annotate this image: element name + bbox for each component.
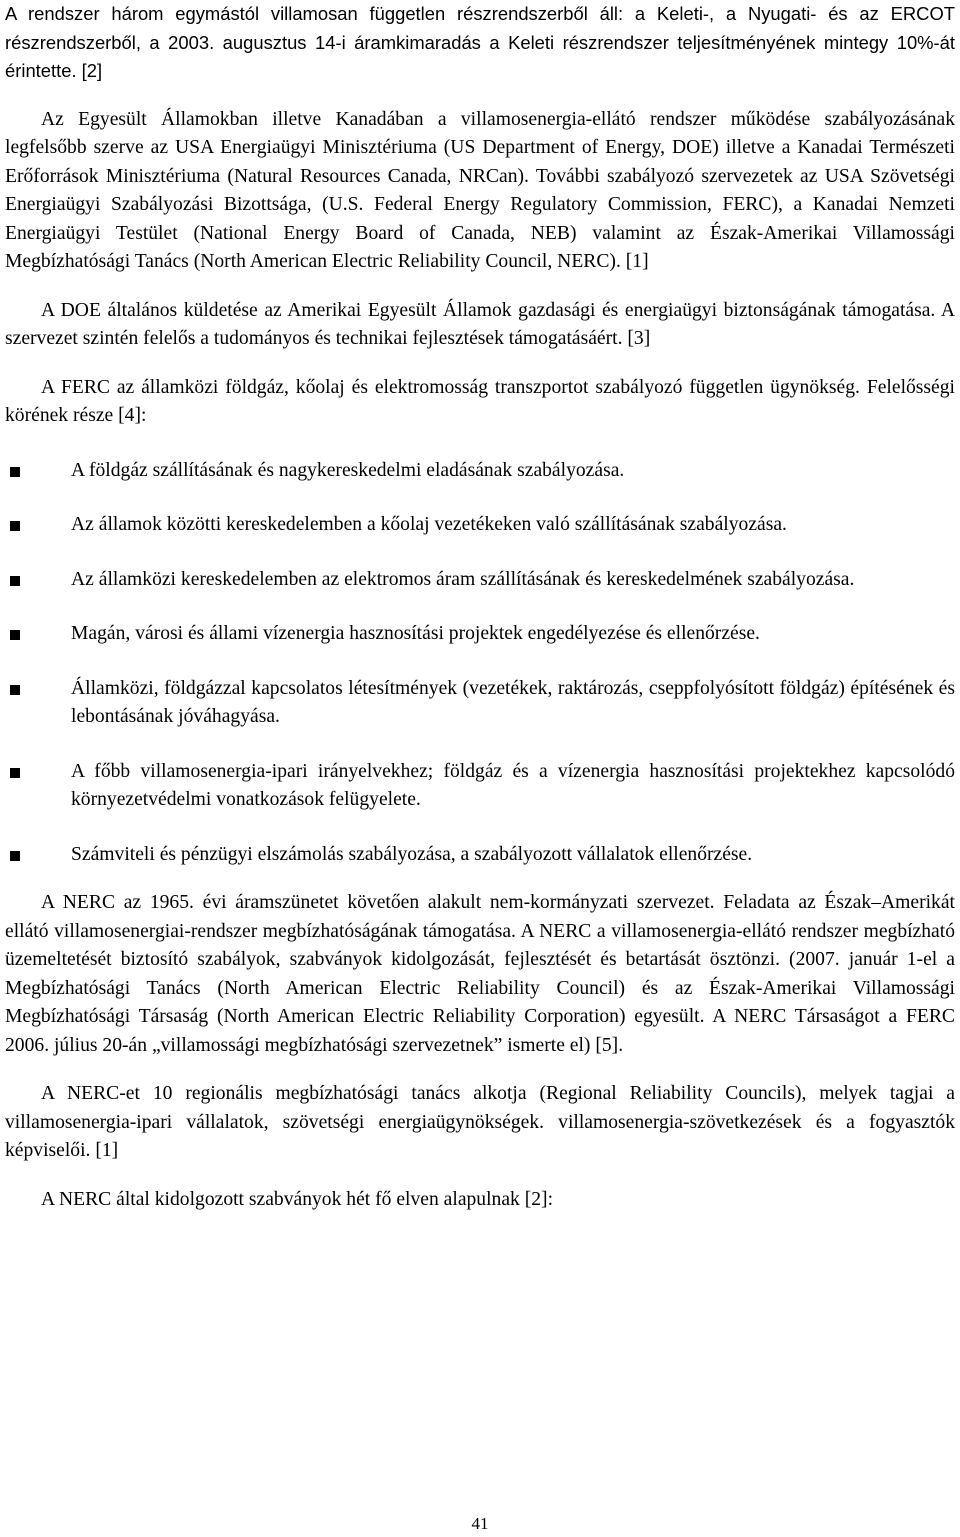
list-item-text: A főbb villamosenergia-ipari irányelvekhez; földgáz és a vízenergia hasznosítási projektekhez kapcsolódó környezetvédelmi vonatkozások felügyelete. [71,760,955,810]
list-item-text: Magán, városi és állami vízenergia hasznosítási projektek engedélyezése és ellenőrzése. [71,623,760,644]
square-bullet-icon [10,630,20,640]
list-item-text: Az államok közötti kereskedelemben a kőolaj vezetékeken való szállításának szabályozása. [71,514,787,535]
square-bullet-icon [10,521,20,531]
square-bullet-icon [10,576,20,586]
paragraph-nerc: A NERC az 1965. évi áramszünetet követően alakult nem-kormányzati szervezet. Feladata az Észak–Amerikát ellátó villamosenergiai-rendszer megbízhatóságának támogatása. A NERC a villamosenergia-ellátó rendszer megbízható üzemeltetését biztosító szabályok, szabványok kidolgozását, fejlesztését és betartását ösztönzi. (2007. január 1-el a Megbízhatósági Tanács (North American Electric Reliability Council) és az Észak-Amerikai Villamossági Megbízhatósági Társaság (North American Electric Reliability Corporation) egyesült. A NERC Társaságot a FERC 2006. július 20-án „villamossági megbízhatósági szervezetnek” ismerte el) [5]. [5,892,955,1056]
list-item [5,841,955,870]
square-bullet-icon [10,467,20,477]
list-item-text: Államközi, földgázzal kapcsolatos létesítmények (vezetékek, raktározás, cseppfolyósított földgáz) építésének és lebontásának jóváhagyása. [71,677,955,727]
paragraph-regulators: Az Egyesült Államokban illetve Kanadában a villamosenergia-ellátó rendszer működése szabályozásának legfelsőbb szerve az USA Energiaügyi Minisztériuma (US Department of Energy, DOE) illetve a Kanadai Természeti Erőforrások Minisztériuma (Natural Resources Canada, NRCan). További szabályozó szervezetek az USA Szövetségi Energiaügyi Szabályozási Bizottsága, (U.S. Federal Energy Regulatory Commission, FERC), a Kanadai Nemzeti Energiaügyi Testület (National Energy Board of Canada, NEB) valamint az Észak-Amerikai Villamossági Megbízhatósági Tanács (North American Electric Reliability Council, NERC). [1] [5,108,955,272]
list-item [5,620,955,649]
paragraph-nerc-principles: A NERC által kidolgozott szabványok hét fő elven alapulnak [2]: [41,1188,554,1210]
page-number: 41 [471,1514,489,1533]
list-item-text: Számviteli és pénzügyi elszámolás szabályozása, a szabályozott vállalatok ellenőrzése. [71,843,753,865]
square-bullet-icon [10,851,20,861]
list-item-text: A földgáz szállításának és nagykereskedelmi eladásának szabályozása. [71,459,625,481]
ferc-responsibility-list [5,457,955,870]
list-item [5,566,955,595]
list-item [5,511,955,540]
document-body [5,0,955,1214]
square-bullet-icon [10,768,20,778]
list-item-text: Az államközi kereskedelemben az elektromos áram szállításának és kereskedelmének szabályozása. [71,568,855,590]
paragraph-system-overview: A rendszer három egymástól villamosan független részrendszerből áll: a Keleti-, a Nyugati- és az ERCOT részrendszerből, a 2003. augusztus 14-i áramkimaradás a Keleti részrendszer teljesítményének mintegy 10%-át érintette. [2] [5,3,955,81]
square-bullet-icon [10,685,20,695]
paragraph-nerc-councils: A NERC-et 10 regionális megbízhatósági tanács alkotja (Regional Reliability Councils), melyek tagjai a villamosenergia-ipari vállalatok, szövetségi energiaügynökségek. villamosenergia-szövetkezések és a fogyasztók képviselői. [1] [5,1083,955,1161]
list-item [5,675,955,732]
list-item [5,457,955,486]
list-item [5,758,955,815]
paragraph-doe: A DOE általános küldetése az Amerikai Egyesült Államok gazdasági és energiaügyi biztonságának támogatása. A szervezet szintén felelős a tudományos és technikai fejlesztések támogatásáért. [3] [5,299,955,349]
paragraph-ferc: A FERC az államközi földgáz, kőolaj és elektromosság transzportot szabályozó független ügynökség. Felelősségi körének része [4]: [5,376,955,426]
